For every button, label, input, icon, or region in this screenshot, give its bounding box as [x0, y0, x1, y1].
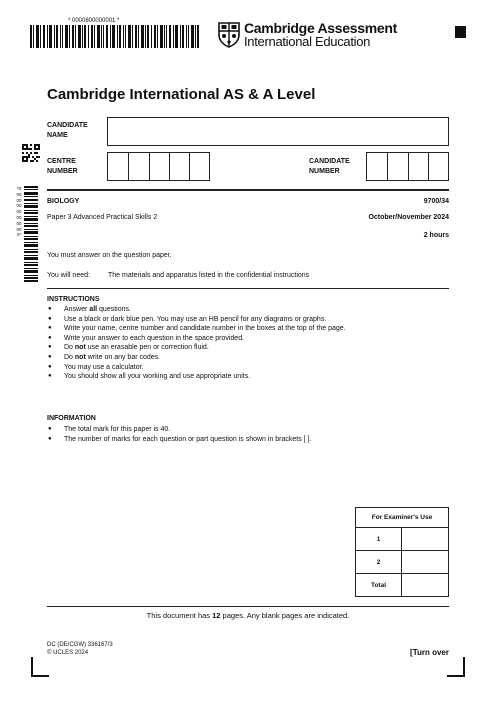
- candidate-number-field[interactable]: [366, 152, 449, 181]
- list-item: ● Write your answer to each question in the space provided.: [48, 334, 245, 342]
- answer-note: You must answer on the question paper.: [47, 252, 172, 259]
- crop-mark-right-vertical: [463, 657, 465, 677]
- paper-title: Paper 3 Advanced Practical Skills 2: [47, 214, 158, 221]
- logo-line-2: International Education: [244, 34, 371, 49]
- crop-mark-left-horizontal: [31, 675, 49, 677]
- candidate-name-field[interactable]: [107, 117, 449, 146]
- footer-divider: [47, 606, 449, 607]
- paper-code: 9700/34: [423, 198, 449, 205]
- instructions-heading: INSTRUCTIONS: [47, 296, 100, 303]
- qr-code-icon: [22, 144, 40, 162]
- table-row: Total: [356, 574, 449, 597]
- side-barcode-icon: [24, 186, 38, 282]
- logo-line-1: Cambridge Assessment: [244, 20, 397, 36]
- information-list: [47, 425, 311, 444]
- centre-number-label: CENTRE NUMBER: [47, 158, 78, 175]
- examiners-use-heading: For Examiner's Use: [356, 508, 449, 528]
- instructions-list: [47, 305, 346, 382]
- mark-cell: [402, 574, 449, 597]
- barcode-icon: [30, 25, 200, 48]
- list-item: ● Do not use an erasable pen or correction fluid.: [48, 344, 209, 352]
- exam-duration: 2 hours: [423, 232, 449, 239]
- header-divider: [47, 189, 449, 191]
- table-row: 1: [356, 528, 449, 551]
- candidate-number-label: CANDIDATE NUMBER: [309, 158, 350, 175]
- list-item: ● You should show all your working and use appropriate units.: [48, 373, 251, 381]
- copyright: © UCLES 2024: [47, 650, 89, 656]
- page-count-note: This document has 12 pages. Any blank pages are indicated.: [146, 611, 350, 620]
- page-title: Cambridge International AS & A Level: [47, 86, 316, 103]
- barcode-number: * 0000800000001 *: [68, 18, 120, 24]
- information-heading: INFORMATION: [47, 415, 96, 422]
- candidate-name-label: CANDIDATE NAME: [47, 122, 88, 139]
- you-will-need-text: The materials and apparatus listed in the confidential instructions: [108, 272, 310, 279]
- examiners-use-table: [355, 507, 449, 597]
- registration-mark: [455, 26, 466, 38]
- document-code: DC (DE/CGW) 336167/3: [47, 642, 113, 648]
- mark-cell: [402, 551, 449, 574]
- section-divider: [47, 288, 449, 289]
- list-item: ● Answer all questions.: [48, 306, 131, 313]
- list-item: ● Do not write on any bar codes.: [48, 353, 161, 361]
- list-item: ● You may use a calculator.: [48, 363, 144, 371]
- table-row: 2: [356, 551, 449, 574]
- mark-cell: [402, 528, 449, 551]
- side-code: *0000000000000000*: [16, 186, 22, 238]
- subject-title: BIOLOGY: [47, 198, 80, 205]
- list-item: ● Write your name, centre number and candidate number in the boxes at the top of the page.: [48, 325, 346, 333]
- crop-mark-right-horizontal: [447, 675, 465, 677]
- turn-over-label: [Turn over: [410, 648, 449, 657]
- list-item: ● The total mark for this paper is 40.: [48, 426, 171, 433]
- you-will-need-label: You will need:: [47, 272, 90, 279]
- list-item: ● The number of marks for each question or part question is shown in brackets [ ].: [48, 435, 312, 443]
- exam-session: October/November 2024: [368, 214, 449, 221]
- centre-number-field[interactable]: [107, 152, 210, 181]
- list-item: ● Use a black or dark blue pen. You may use an HB pencil for any diagrams or graphs.: [48, 315, 327, 323]
- cambridge-shield-icon: [218, 22, 240, 48]
- crop-mark-left-vertical: [31, 657, 33, 677]
